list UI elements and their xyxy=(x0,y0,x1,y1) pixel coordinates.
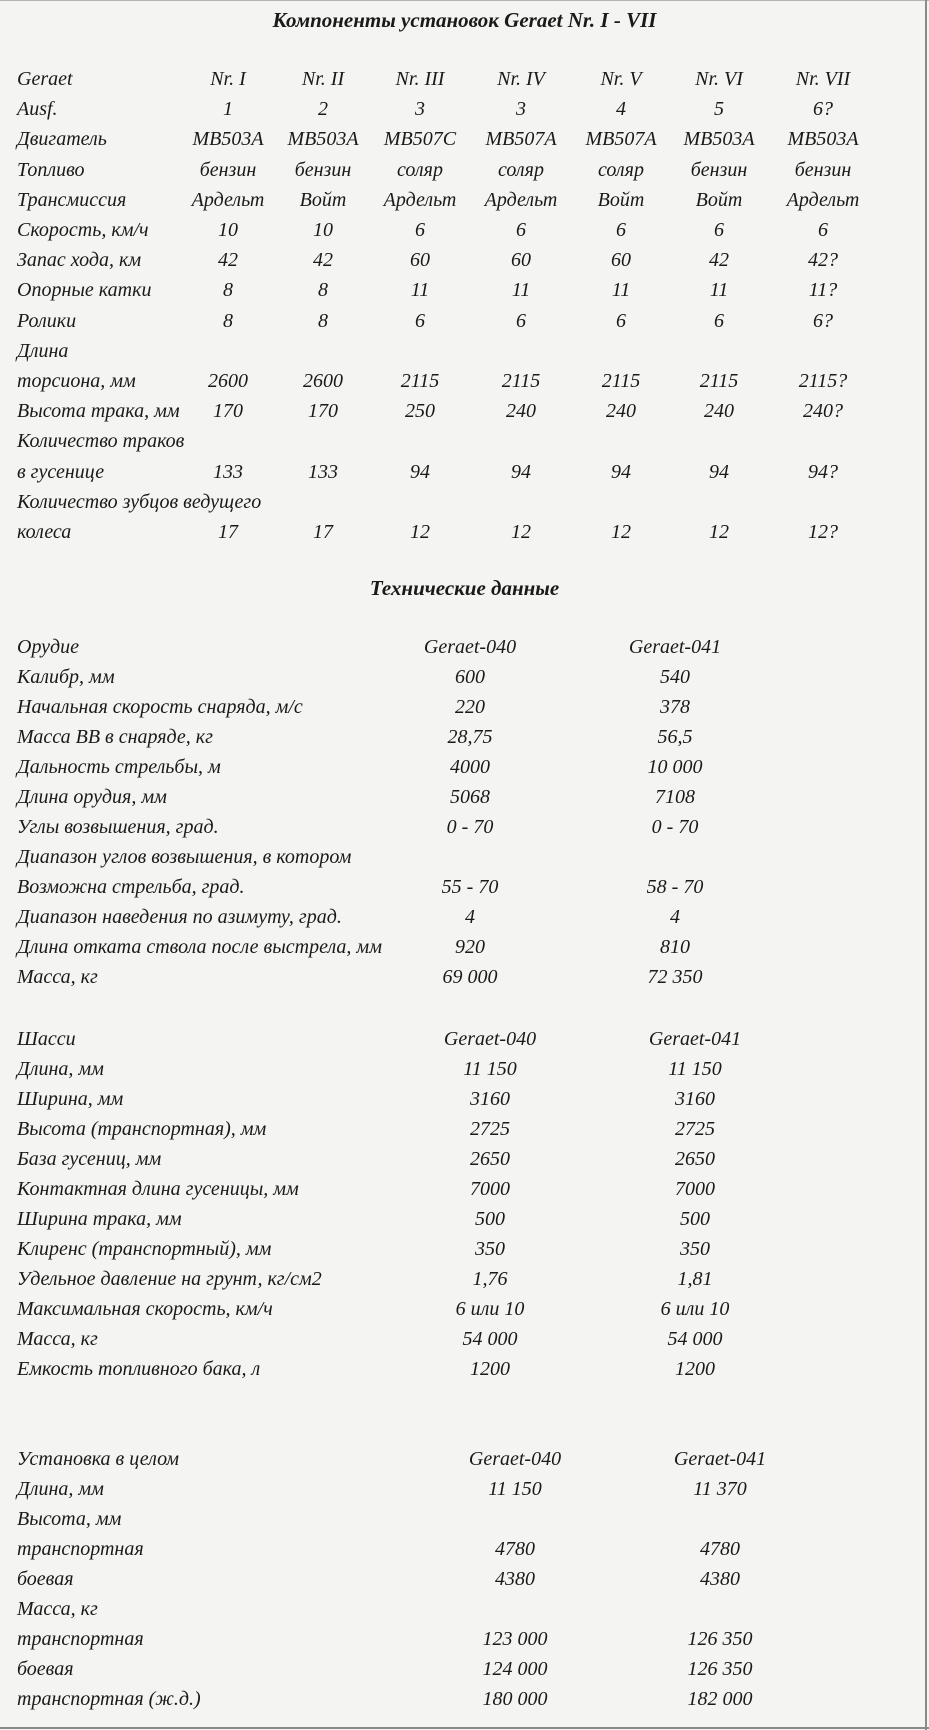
table-cell: 11 xyxy=(611,279,631,302)
row-label: боевая xyxy=(17,1658,74,1680)
value-041: 378 xyxy=(660,696,690,718)
table-cell: Войт xyxy=(299,188,347,211)
table-row xyxy=(0,275,929,305)
value-040: 11 150 xyxy=(488,1478,542,1500)
spec-row xyxy=(0,1324,929,1354)
value-041: 500 xyxy=(680,1208,710,1230)
row-label: Ausf. xyxy=(17,98,58,121)
value-040: 0 - 70 xyxy=(446,816,494,838)
table-cell: 11 xyxy=(709,279,729,302)
value-040: Geraet-040 xyxy=(423,636,517,658)
table-row xyxy=(0,124,929,154)
table-cell: Nr. I xyxy=(210,68,246,90)
value-040: 69 000 xyxy=(442,966,498,988)
table-cell: бензин xyxy=(199,158,257,181)
row-label: Длина, мм xyxy=(17,1478,104,1500)
spec-row xyxy=(0,632,929,662)
value-041: 56,5 xyxy=(657,726,693,748)
table-cell: 133 xyxy=(213,460,243,483)
value-041: 126 350 xyxy=(687,1628,753,1650)
value-040: 1,76 xyxy=(472,1268,508,1290)
value-041: 182 000 xyxy=(687,1688,753,1710)
row-label: Длина xyxy=(17,339,69,362)
spec-row xyxy=(0,1234,929,1264)
table-cell: 6 xyxy=(714,309,724,332)
table-cell: MB503A xyxy=(192,128,264,151)
table-cell: 6? xyxy=(813,309,833,332)
value-041: 540 xyxy=(660,666,690,688)
row-label: Скорость, км/ч xyxy=(17,219,149,241)
spec-row xyxy=(0,1174,929,1204)
value-041: Geraet-041 xyxy=(628,636,722,658)
row-label: Опорные катки xyxy=(17,279,152,302)
table-cell: MB507A xyxy=(485,128,557,151)
table-cell: бензин xyxy=(794,158,852,181)
table-cell: 10 xyxy=(313,219,333,241)
spec-row xyxy=(0,1684,929,1714)
table-cell: 170 xyxy=(213,400,243,423)
spec-row xyxy=(0,1624,929,1654)
table-cell: 240 xyxy=(606,400,636,423)
table-cell: 240? xyxy=(803,400,843,423)
table-cell: 2115 xyxy=(699,370,739,392)
value-041: 1200 xyxy=(675,1358,715,1380)
table-row xyxy=(0,487,929,517)
spec-row xyxy=(0,1504,929,1534)
row-label: Масса, кг xyxy=(17,1598,98,1620)
row-label: Трансмиссия xyxy=(17,188,127,211)
table-cell: 8 xyxy=(223,279,233,302)
table-cell: 2115 xyxy=(601,370,641,392)
row-label: Длина, мм xyxy=(17,1058,104,1080)
table-cell: Nr. IV xyxy=(497,68,545,90)
table-cell: соляр xyxy=(598,158,644,181)
table-cell: 2115 xyxy=(400,370,440,392)
spec-row xyxy=(0,812,929,842)
value-040: 220 xyxy=(455,696,485,718)
table-cell: 3 xyxy=(516,98,526,121)
row-label: Удельное давление на грунт, кг/см2 xyxy=(17,1268,322,1290)
table-cell: 94? xyxy=(808,460,838,483)
value-040: 7000 xyxy=(470,1178,510,1200)
table-row xyxy=(0,457,929,487)
table-cell: MB503A xyxy=(787,128,859,151)
table-cell: 12 xyxy=(511,521,531,543)
table-cell: 12 xyxy=(611,521,631,543)
spec-row xyxy=(0,1024,929,1054)
table-cell: Nr. III xyxy=(395,68,445,90)
value-040: 4780 xyxy=(495,1538,535,1560)
row-label: транспортная (ж.д.) xyxy=(17,1688,201,1710)
table-cell: Nr. VI xyxy=(695,68,743,90)
spec-row xyxy=(0,932,929,962)
table-cell: 6 xyxy=(818,219,828,241)
row-label: Дальность стрельбы, м xyxy=(17,756,221,778)
table-cell: 250 xyxy=(405,400,435,423)
value-041: 54 000 xyxy=(667,1328,723,1350)
value-040: 1200 xyxy=(470,1358,510,1380)
row-label: Масса ВВ в снаряде, кг xyxy=(17,726,213,748)
row-label: Высота трака, мм xyxy=(17,400,180,423)
row-label: Орудие xyxy=(17,636,79,658)
table-cell: 11? xyxy=(808,279,838,302)
table-cell: Nr. V xyxy=(600,68,642,90)
spec-row xyxy=(0,662,929,692)
table-cell: 5 xyxy=(714,98,724,121)
spec-row xyxy=(0,872,929,902)
value-041: 4380 xyxy=(700,1568,740,1590)
row-label: Клиренс (транспортный), мм xyxy=(17,1238,272,1260)
table-cell: 6 xyxy=(714,219,724,241)
row-label: Диапазон наведения по азимуту, град. xyxy=(17,906,342,928)
table-cell: 17 xyxy=(313,521,333,543)
table-row xyxy=(0,245,929,275)
table-cell: 3 xyxy=(415,98,425,121)
value-041: Geraet-041 xyxy=(673,1448,767,1470)
table-cell: соляр xyxy=(397,158,443,181)
table-cell: 12 xyxy=(709,521,729,543)
value-041: 350 xyxy=(680,1238,710,1260)
page-border-bottom xyxy=(0,1727,929,1729)
value-041: 4 xyxy=(670,906,680,928)
value-040: 500 xyxy=(475,1208,505,1230)
row-label: Диапазон углов возвышения, в котором xyxy=(17,846,352,868)
table-cell: 1 xyxy=(223,98,233,121)
value-040: 350 xyxy=(475,1238,505,1260)
table-cell: Ардельт xyxy=(484,188,558,211)
row-label: Масса, кг xyxy=(17,966,98,988)
table-row xyxy=(0,94,929,124)
value-041: 126 350 xyxy=(687,1658,753,1680)
row-label: Шасси xyxy=(17,1028,76,1050)
row-label: транспортная xyxy=(17,1628,144,1650)
value-040: Geraet-040 xyxy=(468,1448,562,1470)
table-cell: MB503A xyxy=(287,128,359,151)
table-cell: 17 xyxy=(218,521,238,543)
value-041: 2650 xyxy=(675,1148,715,1170)
value-041: 810 xyxy=(660,936,690,958)
value-041: 6 или 10 xyxy=(660,1298,730,1320)
row-label: Масса, кг xyxy=(17,1328,98,1350)
value-040: 6 или 10 xyxy=(455,1298,525,1320)
row-label: Количество траков xyxy=(17,430,185,453)
row-label: Высота, мм xyxy=(17,1508,122,1530)
spec-row xyxy=(0,722,929,752)
row-label: торсиона, мм xyxy=(17,370,136,392)
table-cell: 6 xyxy=(616,219,626,241)
value-040: 4380 xyxy=(495,1568,535,1590)
spec-row xyxy=(0,1294,929,1324)
table-cell: 94 xyxy=(611,460,631,483)
table-cell: 6 xyxy=(616,309,626,332)
spec-row xyxy=(0,1534,929,1564)
value-041: 7108 xyxy=(655,786,695,808)
table-row xyxy=(0,185,929,215)
spec-row xyxy=(0,782,929,812)
table-cell: 12 xyxy=(410,521,430,543)
table-cell: 6 xyxy=(516,219,526,241)
spec-row xyxy=(0,1594,929,1624)
row-label: в гусенице xyxy=(17,460,105,483)
spec-row xyxy=(0,842,929,872)
spec-row xyxy=(0,1474,929,1504)
row-label: Емкость топливного бака, л xyxy=(17,1358,261,1380)
value-040: 28,75 xyxy=(447,726,493,748)
table-cell: MB507A xyxy=(585,128,657,151)
row-label: Максимальная скорость, км/ч xyxy=(17,1298,273,1320)
table-cell: 2600 xyxy=(208,370,248,392)
row-label: Ширина трака, мм xyxy=(17,1208,182,1230)
spec-row xyxy=(0,902,929,932)
value-040: 600 xyxy=(455,666,485,688)
value-040: 2725 xyxy=(470,1118,510,1140)
spec-row xyxy=(0,692,929,722)
table-cell: 60 xyxy=(410,249,430,272)
value-040: 920 xyxy=(455,936,485,958)
table-cell: 240 xyxy=(506,400,536,423)
table-cell: 11 xyxy=(410,279,430,302)
value-040: 3160 xyxy=(470,1088,510,1110)
row-label: Запас хода, км xyxy=(17,249,142,272)
table-cell: 170 xyxy=(308,400,338,423)
table-cell: 6? xyxy=(813,98,833,121)
tech-data-title: Технические данные xyxy=(369,576,560,600)
row-label: транспортная xyxy=(17,1538,144,1560)
table-cell: Ардельт xyxy=(383,188,457,211)
row-label: Geraet xyxy=(17,68,73,90)
table-cell: 11 xyxy=(511,279,531,302)
row-label: Топливо xyxy=(17,158,85,181)
row-label: боевая xyxy=(17,1568,74,1590)
spec-row xyxy=(0,1114,929,1144)
table-cell: 60 xyxy=(511,249,531,272)
table-cell: бензин xyxy=(294,158,352,181)
spec-row xyxy=(0,1084,929,1114)
table-row xyxy=(0,64,929,94)
table-cell: Ардельт xyxy=(786,188,860,211)
spec-row xyxy=(0,1654,929,1684)
table-cell: 42 xyxy=(218,249,238,272)
value-040: Geraet-040 xyxy=(443,1028,537,1050)
table-row xyxy=(0,215,929,245)
row-label: База гусениц, мм xyxy=(17,1148,162,1170)
table-row xyxy=(0,517,929,547)
row-label: Двигатель xyxy=(17,128,107,151)
table-cell: 94 xyxy=(709,460,729,483)
row-label: Количество зубцов ведущего xyxy=(17,490,262,513)
value-040: 11 150 xyxy=(463,1058,517,1080)
table-cell: 2115? xyxy=(798,370,848,392)
table-cell: 2600 xyxy=(303,370,343,392)
table-cell: 2115 xyxy=(501,370,541,392)
value-041: 2725 xyxy=(675,1118,715,1140)
table-cell: 42 xyxy=(313,249,333,272)
row-label: Калибр, мм xyxy=(17,666,115,688)
table-cell: соляр xyxy=(498,158,544,181)
table-row xyxy=(0,306,929,336)
table-row xyxy=(0,336,929,366)
table-cell: 8 xyxy=(318,279,328,302)
table-cell: 8 xyxy=(223,309,233,332)
table-cell: 60 xyxy=(611,249,631,272)
value-041: 58 - 70 xyxy=(646,876,704,898)
row-label: Углы возвышения, град. xyxy=(17,816,219,838)
spec-row xyxy=(0,752,929,782)
table-row xyxy=(0,366,929,396)
value-040: 4000 xyxy=(450,756,490,778)
value-040: 54 000 xyxy=(462,1328,518,1350)
row-label: Возможна стрельба, град. xyxy=(17,876,245,898)
row-label: Контактная длина гусеницы, мм xyxy=(17,1178,299,1200)
value-041: 11 150 xyxy=(668,1058,722,1080)
value-040: 124 000 xyxy=(482,1658,548,1680)
value-040: 5068 xyxy=(450,786,490,808)
spec-row xyxy=(0,1144,929,1174)
table-cell: бензин xyxy=(690,158,748,181)
table-cell: Войт xyxy=(597,188,645,211)
value-041: 0 - 70 xyxy=(651,816,699,838)
table-cell: 2 xyxy=(318,98,328,121)
table-row xyxy=(0,426,929,456)
table-cell: MB503A xyxy=(683,128,755,151)
row-label: Длина орудия, мм xyxy=(17,786,167,808)
table-cell: Ардельт xyxy=(191,188,265,211)
table-row xyxy=(0,396,929,426)
components-title: Компоненты установок Geraet Nr. I - VII xyxy=(272,8,657,32)
table-cell: 133 xyxy=(308,460,338,483)
value-041: 7000 xyxy=(675,1178,715,1200)
table-cell: 8 xyxy=(318,309,328,332)
table-cell: Nr. II xyxy=(301,68,345,90)
table-cell: 6 xyxy=(516,309,526,332)
row-label: Высота (транспортная), мм xyxy=(17,1118,267,1140)
value-041: 3160 xyxy=(675,1088,715,1110)
spec-row xyxy=(0,1354,929,1384)
table-cell: Войт xyxy=(695,188,743,211)
row-label: Ролики xyxy=(17,309,77,332)
table-row xyxy=(0,155,929,185)
table-cell: 42 xyxy=(709,249,729,272)
value-040: 123 000 xyxy=(482,1628,548,1650)
table-cell: 10 xyxy=(218,219,238,241)
value-040: 55 - 70 xyxy=(441,876,499,898)
value-041: 4780 xyxy=(700,1538,740,1560)
spec-row xyxy=(0,1264,929,1294)
table-cell: 94 xyxy=(511,460,531,483)
table-cell: 6 xyxy=(415,219,425,241)
spec-row xyxy=(0,1444,929,1474)
spec-row xyxy=(0,1204,929,1234)
table-cell: 94 xyxy=(410,460,430,483)
spec-row xyxy=(0,962,929,992)
row-label: Длина отката ствола после выстрела, мм xyxy=(17,936,382,958)
table-cell: 4 xyxy=(616,98,626,121)
value-040: 2650 xyxy=(470,1148,510,1170)
table-cell: 6 xyxy=(415,309,425,332)
table-cell: Nr. VII xyxy=(795,68,851,90)
page-border-top xyxy=(0,0,929,1)
table-cell: 12? xyxy=(808,521,838,543)
row-label: колеса xyxy=(17,521,72,543)
value-041: Geraet-041 xyxy=(648,1028,742,1050)
value-041: 1,81 xyxy=(677,1268,713,1290)
table-cell: MB507C xyxy=(383,128,457,151)
value-041: 11 370 xyxy=(693,1478,747,1500)
table-cell: 240 xyxy=(704,400,734,423)
table-cell: 42? xyxy=(808,249,838,272)
row-label: Ширина, мм xyxy=(17,1088,124,1110)
value-041: 72 350 xyxy=(647,966,703,988)
value-040: 4 xyxy=(465,906,475,928)
value-040: 180 000 xyxy=(482,1688,548,1710)
value-041: 10 000 xyxy=(647,756,703,778)
spec-row xyxy=(0,1054,929,1084)
spec-row xyxy=(0,1564,929,1594)
row-label: Установка в целом xyxy=(17,1448,180,1470)
row-label: Начальная скорость снаряда, м/с xyxy=(17,696,303,718)
